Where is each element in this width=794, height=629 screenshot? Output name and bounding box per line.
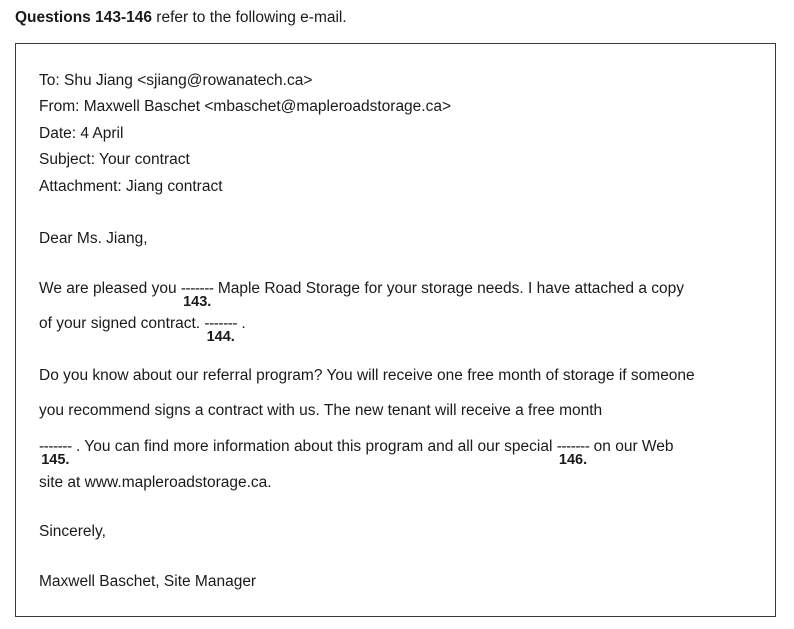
blank-146 bbox=[556, 438, 590, 468]
p1-text-a: We are pleased you bbox=[39, 280, 181, 297]
paragraph2-line2: you recommend signs a contract with us. The new tenant will receive a free month bbox=[39, 402, 603, 419]
paragraph2-line3 bbox=[39, 438, 674, 468]
p1-text-c: of your signed contract. bbox=[39, 315, 205, 332]
email-greeting: Dear Ms. Jiang, bbox=[39, 230, 148, 247]
blank-dashes: ------- bbox=[39, 438, 72, 455]
paragraph2-line4: site at www.mapleroadstorage.ca. bbox=[39, 474, 272, 491]
email-attachment: Attachment: Jiang contract bbox=[39, 178, 223, 195]
questions-range: Questions 143-146 bbox=[15, 9, 152, 26]
blank-number-144: 144. bbox=[206, 329, 235, 345]
blank-dashes: ------- bbox=[204, 315, 238, 332]
blank-145 bbox=[39, 438, 72, 468]
blank-dashes: ------- bbox=[556, 438, 590, 455]
email-subject: Subject: Your contract bbox=[39, 151, 190, 168]
blank-number-145: 145. bbox=[41, 452, 70, 468]
paragraph1-line2 bbox=[39, 315, 246, 345]
paragraph1-line1 bbox=[39, 280, 684, 310]
questions-instruction: refer to the following e-mail. bbox=[151, 9, 347, 26]
email-closing: Sincerely, bbox=[39, 523, 106, 540]
email-to: To: Shu Jiang <sjiang@rowanatech.ca> bbox=[39, 72, 313, 89]
paragraph2-line1: Do you know about our referral program? You will receive one free month of storage if someone bbox=[39, 367, 695, 384]
blank-143 bbox=[180, 280, 214, 310]
p2-text-a: . You can find more information about this program and all our special bbox=[71, 438, 557, 455]
p1-text-b: Maple Road Storage for your storage needs. I have attached a copy bbox=[213, 280, 684, 297]
blank-number-146: 146. bbox=[558, 452, 588, 468]
email-from: From: Maxwell Baschet <mbaschet@mapleroadstorage.ca> bbox=[39, 98, 452, 115]
p2-text-b: on our Web bbox=[589, 438, 674, 455]
p1-text-d: . bbox=[237, 315, 246, 332]
email-signature: Maxwell Baschet, Site Manager bbox=[39, 573, 257, 590]
blank-144 bbox=[204, 315, 238, 345]
blank-number-143: 143. bbox=[183, 294, 212, 310]
questions-heading bbox=[15, 9, 347, 27]
blank-dashes: ------- bbox=[180, 280, 214, 297]
email-date: Date: 4 April bbox=[39, 125, 124, 142]
